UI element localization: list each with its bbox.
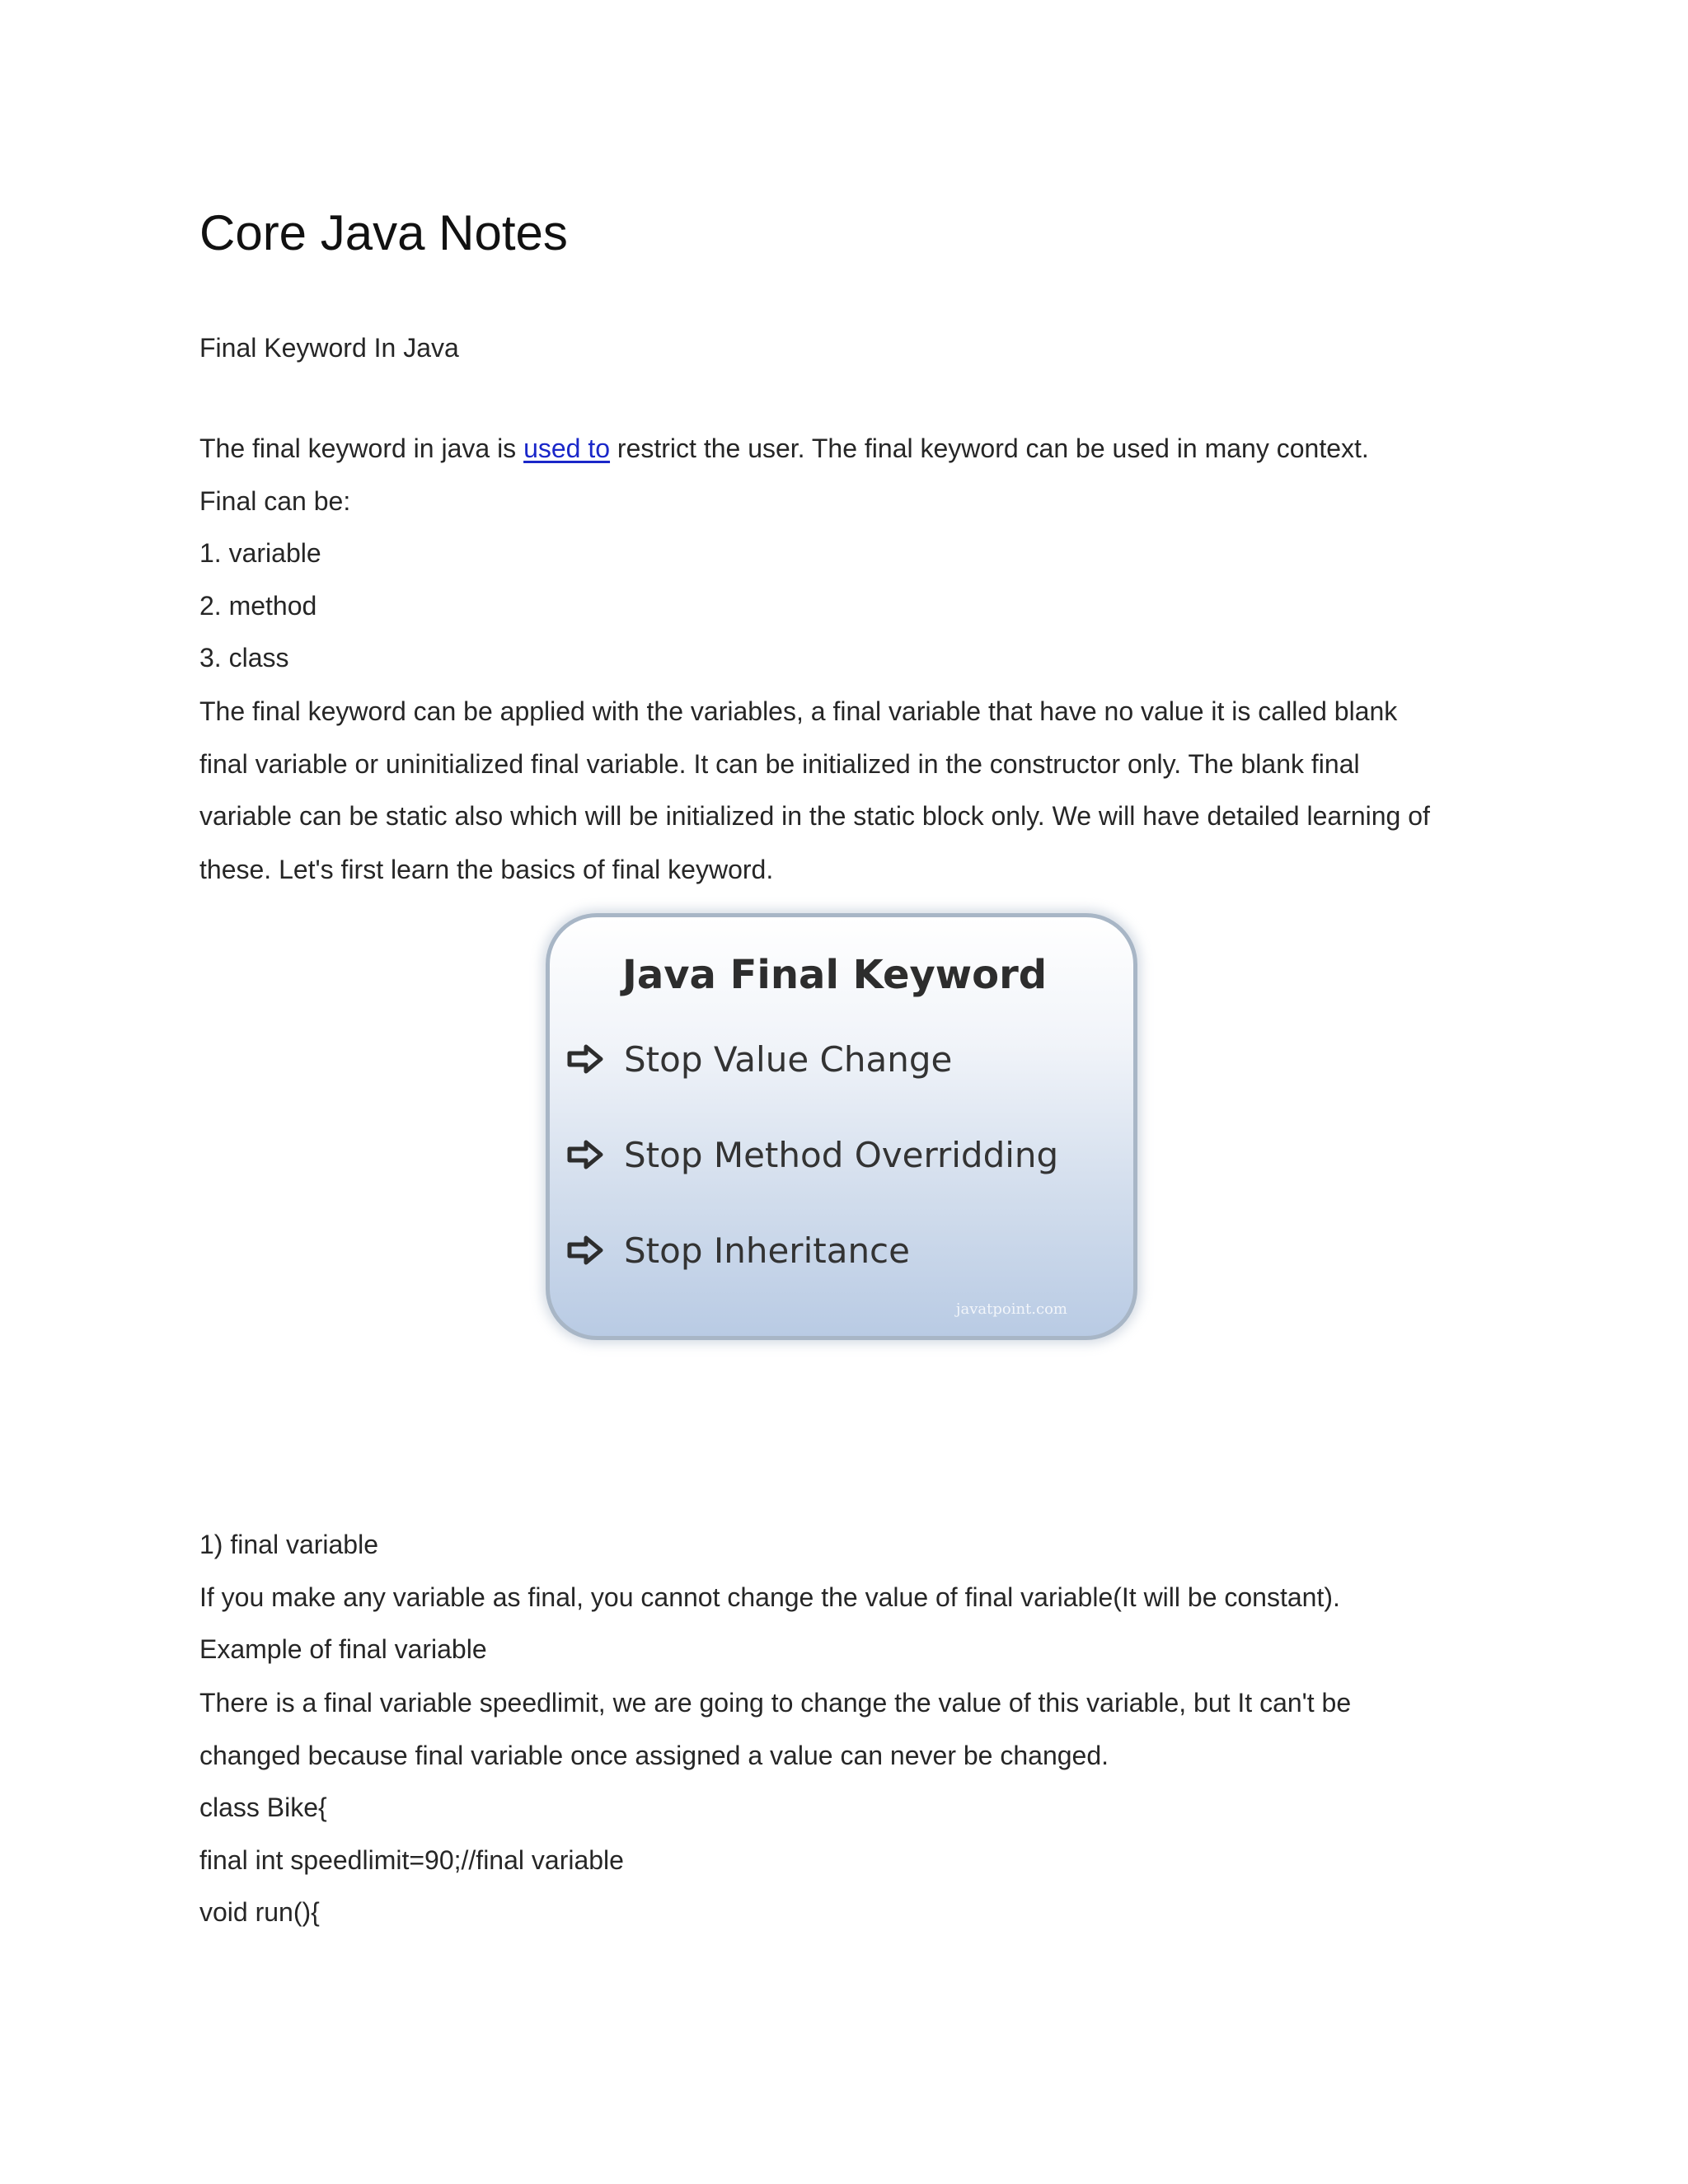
- intro-line: [199, 430, 1369, 466]
- intro-text-before: The final keyword in java is: [199, 434, 524, 463]
- figure-watermark: javatpoint.com: [955, 1301, 1067, 1318]
- paragraph-line: these. Let's first learn the basics of final keyword.: [199, 855, 774, 884]
- figure-item-label: Stop Value Change: [624, 1038, 953, 1080]
- list-item-class: 3. class: [199, 643, 289, 673]
- paragraph-line: final variable or uninitialized final variable. It can be initialized in the constructor only. The blank final: [199, 749, 1360, 779]
- section-line: Example of final variable: [199, 1634, 487, 1664]
- list-item-method: 2. method: [199, 591, 317, 621]
- figure-item: [566, 1130, 1058, 1179]
- paragraph-line: The final keyword can be applied with the variables, a final variable that have no value it is called blank: [199, 696, 1398, 726]
- paragraph-line: variable can be static also which will be initialized in the static block only. We will have detailed learning of: [199, 801, 1430, 831]
- right-arrow-icon: [566, 1234, 604, 1267]
- section-line: There is a final variable speedlimit, we are going to change the value of this variable, but It can't be: [199, 1688, 1352, 1718]
- java-final-keyword-figure: [546, 913, 1137, 1340]
- section-line: If you make any variable as final, you cannot change the value of final variable(It will be constant).: [199, 1582, 1340, 1612]
- section-heading-final-variable: 1) final variable: [199, 1530, 378, 1559]
- list-item-variable: 1. variable: [199, 538, 321, 568]
- code-line: class Bike{: [199, 1793, 327, 1822]
- figure-item: [566, 1226, 910, 1275]
- right-arrow-icon: [566, 1138, 604, 1171]
- section-subtitle: Final Keyword In Java: [199, 333, 459, 363]
- figure-item-label: Stop Inheritance: [624, 1230, 910, 1271]
- final-can-be-text: Final can be:: [199, 486, 351, 516]
- used-to-link[interactable]: used to: [523, 434, 611, 463]
- figure-item-label: Stop Method Overridding: [624, 1134, 1059, 1175]
- figure-item: [566, 1034, 952, 1084]
- intro-text-after: restrict the user. The final keyword can be used in many context.: [610, 434, 1369, 463]
- figure-title: Java Final Keyword: [622, 952, 1048, 998]
- right-arrow-icon: [566, 1043, 604, 1076]
- page-title: Core Java Notes: [199, 205, 568, 260]
- code-line: void run(){: [199, 1897, 320, 1927]
- code-line: final int speedlimit=90;//final variable: [199, 1845, 624, 1875]
- section-line: changed because final variable once assigned a value can never be changed.: [199, 1741, 1109, 1770]
